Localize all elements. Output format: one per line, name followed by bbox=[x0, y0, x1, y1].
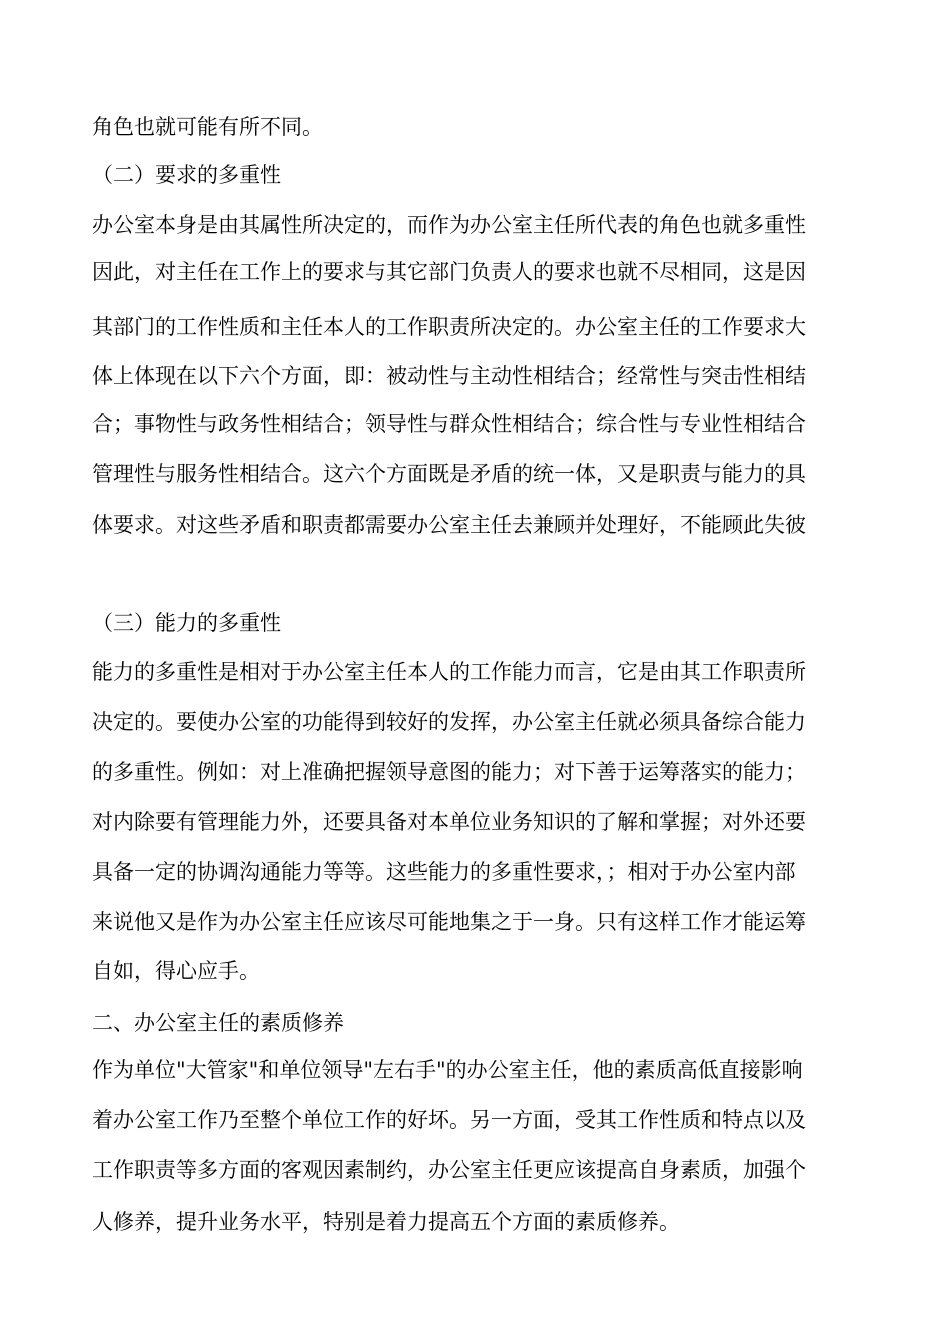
paragraph-line: 工作职责等多方面的客观因素制约，办公室主任更应该提高自身素质，加强个 bbox=[92, 1158, 806, 1182]
paragraph-line: 能力的多重性是相对于办公室主任本人的工作能力而言，它是由其工作职责所 bbox=[92, 660, 806, 684]
paragraph-line: 角色也就可能有所不同。 bbox=[92, 115, 323, 139]
paragraph-line: 管理性与服务性相结合。这六个方面既是矛盾的统一体，又是职责与能力的具 bbox=[92, 462, 806, 486]
paragraph-line: 其部门的工作性质和主任本人的工作职责所决定的。办公室主任的工作要求大 bbox=[92, 315, 806, 339]
paragraph-line: 的多重性。例如：对上准确把握领导意图的能力；对下善于运筹落实的能力； bbox=[92, 760, 806, 784]
paragraph-line: 具备一定的协调沟通能力等等。这些能力的多重性要求，；相对于办公室内部 bbox=[92, 860, 796, 884]
paragraph-line: 体要求。对这些矛盾和职责都需要办公室主任去兼顾并处理好，不能顾此失彼 bbox=[92, 513, 806, 537]
section-heading: （三）能力的多重性 bbox=[92, 611, 281, 635]
paragraph-line: 人修养，提升业务水平，特别是着力提高五个方面的素质修养。 bbox=[92, 1210, 680, 1234]
paragraph-line: 办公室本身是由其属性所决定的，而作为办公室主任所代表的角色也就多重性 bbox=[92, 213, 806, 237]
section-heading: 二、办公室主任的素质修养 bbox=[92, 1011, 344, 1035]
paragraph-line: 合；事物性与政务性相结合；领导性与群众性相结合；综合性与专业性相结合 bbox=[92, 412, 806, 436]
paragraph-line: 因此，对主任在工作上的要求与其它部门负责人的要求也就不尽相同，这是因 bbox=[92, 260, 806, 284]
section-heading: （二）要求的多重性 bbox=[92, 163, 281, 187]
paragraph-line: 作为单位"大管家"和单位领导"左右手"的办公室主任，他的素质高低直接影响 bbox=[92, 1058, 803, 1082]
paragraph-line: 体上体现在以下六个方面，即：被动性与主动性相结合；经常性与突击性相结 bbox=[92, 364, 806, 388]
paragraph-line: 决定的。要使办公室的功能得到较好的发挥，办公室主任就必须具备综合能力 bbox=[92, 710, 806, 734]
paragraph-line: 来说他又是作为办公室主任应该尽可能地集之于一身。只有这样工作才能运筹 bbox=[92, 910, 806, 934]
paragraph-line: 着办公室工作乃至整个单位工作的好坏。另一方面，受其工作性质和特点以及 bbox=[92, 1108, 806, 1132]
paragraph-line: 自如，得心应手。 bbox=[92, 959, 260, 983]
paragraph-line: 对内除要有管理能力外，还要具备对本单位业务知识的了解和掌握；对外还要 bbox=[92, 810, 806, 834]
